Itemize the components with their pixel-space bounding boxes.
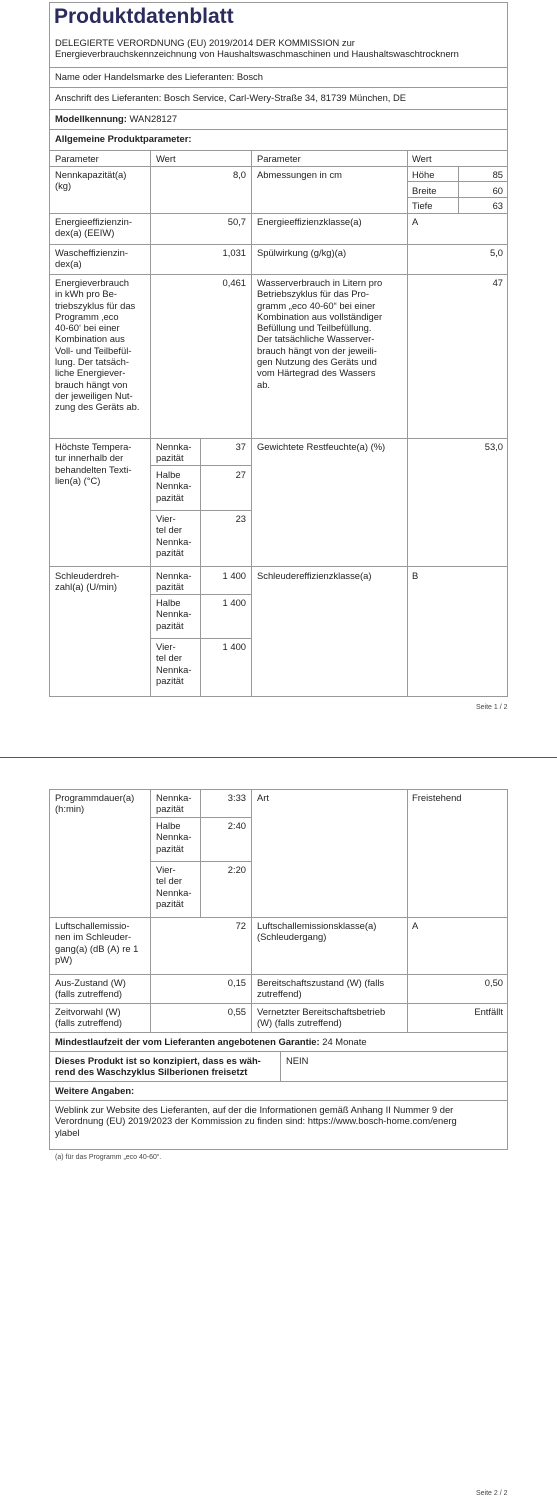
art-value: Freistehend [412, 792, 462, 803]
header-wert-1: Wert [156, 153, 176, 164]
hoehe-value: 85 [492, 169, 503, 180]
breite-value: 60 [492, 185, 503, 196]
header-parameter-2: Parameter [257, 153, 301, 164]
eei-class-value: A [412, 216, 419, 227]
programmdauer-sub-label-2: Halbe Nennka- pazität [156, 820, 192, 854]
temperatur-sub-value-2: 27 [235, 469, 246, 480]
wascheffizienz-label: Wascheffizienzin- dex(a) [55, 247, 128, 270]
wascheffizienz-value: 1,031 [222, 247, 246, 258]
tiefe-value: 63 [492, 200, 503, 211]
temperatur-sub-label-3: Vier- tel der Nennka- pazität [156, 513, 192, 558]
bereitschaft-label: Bereitschaftszustand (W) (falls zutreffend) [257, 977, 385, 1000]
programmdauer-sub-value-2: 2:40 [227, 820, 246, 831]
schleuder-label: Schleuderdreh- zahl(a) (U/min) [55, 570, 120, 593]
footnote: (a) für das Programm „eco 40-60“. [55, 1154, 162, 1161]
wasserverbrauch-value: 47 [492, 277, 503, 288]
vernetzt-value: Entfällt [474, 1006, 503, 1017]
schleuder-sub-value-1: 1 400 [222, 570, 246, 581]
temperatur-sub-value-3: 23 [235, 513, 246, 524]
page-number-1: Seite 1 / 2 [476, 704, 508, 711]
programmdauer-sub-label-3: Vier- tel der Nennka- pazität [156, 864, 192, 909]
schleuder-sub-value-3: 1 400 [222, 641, 246, 652]
temperatur-sub-label-2: Halbe Nennka- pazität [156, 469, 192, 503]
luftschall-value: 72 [235, 920, 246, 931]
luftschall-klasse-label: Luftschallemissionsklasse(a) (Schleudergang) [257, 920, 377, 943]
page-title: Produktdatenblatt [54, 5, 234, 28]
weitere-angaben-heading: Weitere Angaben: [55, 1085, 135, 1096]
supplier-row: Name oder Handelsmarke des Lieferanten: Bosch [55, 71, 263, 82]
page-number-2: Seite 2 / 2 [476, 1490, 508, 1497]
spuelwirkung-value: 5,0 [489, 247, 503, 258]
nennkapazitaet-value: 8,0 [232, 169, 246, 180]
bereitschaft-value: 0,50 [484, 977, 503, 988]
energieverbrauch-label: Energieverbrauch in kWh pro Be- triebszyklus für das Programm ‚eco 40-60‘ bei einer Kombination aus Voll- und Teilbefül- lung. Der tatsäch- liche Energiever- brauch hängt von der jeweiligen Nut- zung des Geräts ab. [55, 277, 140, 413]
wasserverbrauch-label: Wasserverbrauch in Litern pro Betriebszyklus für das Pro- gramm „eco 40-60“ bei einer Kombination aus vollständiger Befüllung und Teilbefüllung. Der tatsächliche Wasserver- brauch hängt von der jeweili- gen Nutzung des Geräts und vom Härtegrad des Wassers ab. [257, 277, 383, 390]
aus-zustand-label: Aus-Zustand (W) (falls zutreffend) [55, 977, 126, 1000]
programmdauer-sub-label-1: Nennka- pazität [156, 792, 192, 815]
zeitvorwahl-label: Zeitvorwahl (W) (falls zutreffend) [55, 1006, 123, 1029]
eei-class-label: Energieeffizienzklasse(a) [257, 216, 362, 227]
silberionen-label: Dieses Produkt ist so konzipiert, dass es wäh- rend des Waschzyklus Silberionen freisetzt [55, 1055, 261, 1078]
eei-value: 50,7 [227, 216, 246, 227]
zeitvorwahl-value: 0,55 [227, 1006, 246, 1017]
luftschall-label: Luftschallemissio- nen im Schleuder- gang(a) (dB (A) re 1 pW) [55, 920, 139, 965]
schleuder-sub-label-3: Vier- tel der Nennka- pazität [156, 641, 192, 686]
programmdauer-sub-value-1: 3:33 [227, 792, 246, 803]
vernetzt-label: Vernetzter Bereitschaftsbetrieb (W) (falls zutreffend) [257, 1006, 386, 1029]
header-parameter-1: Parameter [55, 153, 99, 164]
eei-label: Energieeffizienzin- dex(a) (EEIW) [55, 216, 132, 239]
restfeuchte-value: 53,0 [484, 441, 503, 452]
energieverbrauch-value: 0,461 [222, 277, 246, 288]
address-row: Anschrift des Lieferanten: Bosch Service, Carl-Wery-Straße 34, 81739 München, DE [55, 92, 407, 103]
model-row: Modellkennung: WAN28127 [55, 113, 178, 124]
luftschall-klasse-value: A [412, 920, 419, 931]
schleuder-sub-label-1: Nennka- pazität [156, 570, 192, 593]
temperatur-label: Höchste Tempera- tur innerhalb der behandelten Texti- lien(a) (°C) [55, 441, 132, 486]
schleuder-sub-value-2: 1 400 [222, 597, 246, 608]
aus-zustand-value: 0,15 [227, 977, 246, 988]
restfeuchte-label: Gewichtete Restfeuchte(a) (%) [257, 441, 386, 452]
breite-label: Breite [412, 185, 437, 196]
schleuderklasse-label: Schleudereffizienzklasse(a) [257, 570, 372, 581]
garantie-row: Mindestlaufzeit der vom Lieferanten angebotenen Garantie: 24 Monate [55, 1036, 367, 1047]
temperatur-sub-label-1: Nennka- pazität [156, 441, 192, 464]
schleuder-sub-label-2: Halbe Nennka- pazität [156, 597, 192, 631]
regulation-text: DELEGIERTE VERORDNUNG (EU) 2019/2014 DER KOMMISSION zur Energieverbrauchskennzeichnung von Haushaltswaschmaschinen und Haushaltswaschtrocknern [55, 37, 459, 60]
schleuderklasse-value: B [412, 570, 419, 581]
weblink-text: Weblink zur Website des Lieferanten, auf der die Informationen gemäß Anhang II Nummer 9 der Verordnung (EU) 2019/2023 der Kommission zu finden sind: https://www.bosch-home.com/energ ylabel [55, 1104, 457, 1138]
programmdauer-label: Programmdauer(a) (h:min) [55, 792, 135, 815]
art-label: Art [257, 792, 269, 803]
nennkapazitaet-label: Nennkapazität(a) (kg) [55, 169, 127, 192]
tiefe-label: Tiefe [412, 200, 433, 211]
silberionen-value: NEIN [286, 1055, 309, 1066]
temperatur-sub-value-1: 37 [235, 441, 246, 452]
hoehe-label: Höhe [412, 169, 435, 180]
page-separator [0, 757, 557, 758]
abmessungen-label: Abmessungen in cm [257, 169, 342, 180]
general-params-heading: Allgemeine Produktparameter: [55, 133, 192, 144]
spuelwirkung-label: Spülwirkung (g/kg)(a) [257, 247, 347, 258]
header-wert-2: Wert [412, 153, 432, 164]
programmdauer-sub-value-3: 2:20 [227, 864, 246, 875]
